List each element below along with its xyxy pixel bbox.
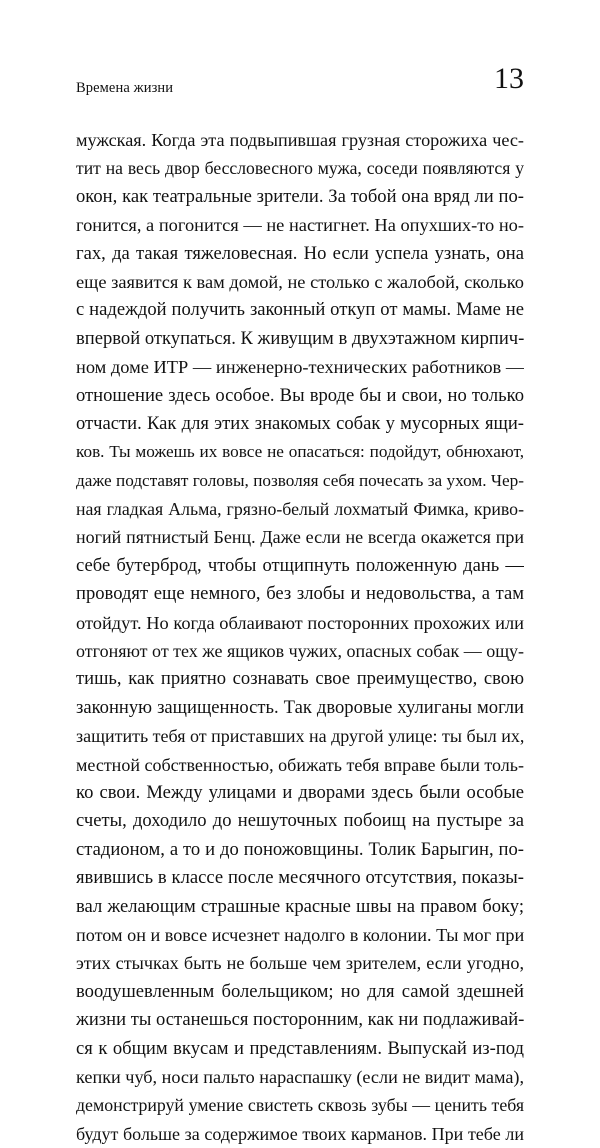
text-line: жизни ты останешься посторонним, как ни подлаживай- [76, 1009, 524, 1031]
text-line: вал желающим страшные красные швы на правом боку; [76, 895, 524, 917]
running-head-title: Времена жизни [76, 80, 174, 96]
text-line: впервой откупаться. К живущим в двухэтажном кирпич- [76, 327, 524, 349]
text-line: стадионом, а то и до поножовщины. Толик Барыгин, по- [76, 838, 524, 860]
text-line: гах, да такая тяжеловесная. Но если успела узнать, она [76, 242, 524, 264]
text-line: даже подставят головы, позволяя себя почесать за ухом. Чер- [76, 470, 524, 490]
text-line: законную защищенность. Так дворовые хулиганы могли [76, 696, 524, 718]
text-line: потом он и вовсе исчезнет надолго в колонии. Ты мог при [76, 924, 524, 945]
text-line: счеты, доходило до нешуточных побоищ на пустыре за [76, 810, 524, 832]
text-line: демонстрируй умение свистеть сквозь зубы — ценить тебя [76, 1095, 524, 1116]
text-line: себе бутерброд, чтобы отщипнуть положенную дань — [76, 554, 524, 576]
text-line: тишь, как приятно сознавать свое преимущество, свою [76, 668, 524, 690]
text-line: отгоняют от тех же ящиков чужих, опасных собак — ощу- [76, 641, 524, 662]
text-line: ногий пятнистый Бенц. Даже если не всегда окажется при [76, 527, 524, 548]
body-text [76, 126, 524, 1148]
text-line: этих стычках быть не больше чем зрителем, если угодно, [76, 953, 524, 974]
text-line: отойдут. Но когда облаивают посторонних прохожих или [76, 612, 524, 633]
text-line: отношение здесь особое. Вы вроде бы и свои, но только [76, 384, 524, 406]
text-line: явившись в классе после месячного отсутствия, показы- [76, 867, 524, 889]
text-line: будут больше за содержимое твоих карманов. При тебе ли [76, 1123, 524, 1144]
text-line: еще заявится к вам домой, не столько с жалобой, сколько [76, 271, 524, 292]
text-line: окон, как театральные зрители. За тобой она вряд ли по- [76, 185, 524, 207]
text-line: воодушевленным болельщиком; но для самой здешней [76, 980, 524, 1002]
text-line: проводят еще немного, без злобы и недовольства, а там [76, 583, 524, 605]
text-line: ном доме ИТР — инженерно-технических работников — [76, 357, 524, 378]
text-line: защитить тебя от приставших на другой улице: ты был их, [76, 726, 524, 747]
text-line: тит на весь двор бессловесного мужа, соседи появляются у [76, 158, 524, 179]
page-number: 13 [494, 62, 524, 95]
text-line: с надеждой получить законный откуп от мамы. Маме не [76, 299, 524, 321]
text-line: ся к общим вкусам и представлениям. Выпускай из-под [76, 1037, 524, 1059]
text-line: ная гладкая Альма, грязно-белый лохматый Фимка, криво- [76, 499, 524, 520]
text-line: кепки чуб, носи пальто нараспашку (если не видит мама), [76, 1066, 524, 1087]
text-line: отчасти. Как для этих знакомых собак у мусорных ящи- [76, 412, 524, 434]
text-line: гонится, а погонится — не настигнет. На опухших-то но- [76, 215, 524, 236]
text-line: ков. Ты можешь их вовсе не опасаться: подойдут, обнюхают, [76, 442, 524, 462]
text-line: ко свои. Между улицами и дворами здесь были особые [76, 781, 524, 803]
text-line: местной собственностью, обижать тебя вправе были толь- [76, 754, 524, 775]
text-line: мужская. Когда эта подвыпившая грузная сторожиха чес- [76, 130, 524, 150]
